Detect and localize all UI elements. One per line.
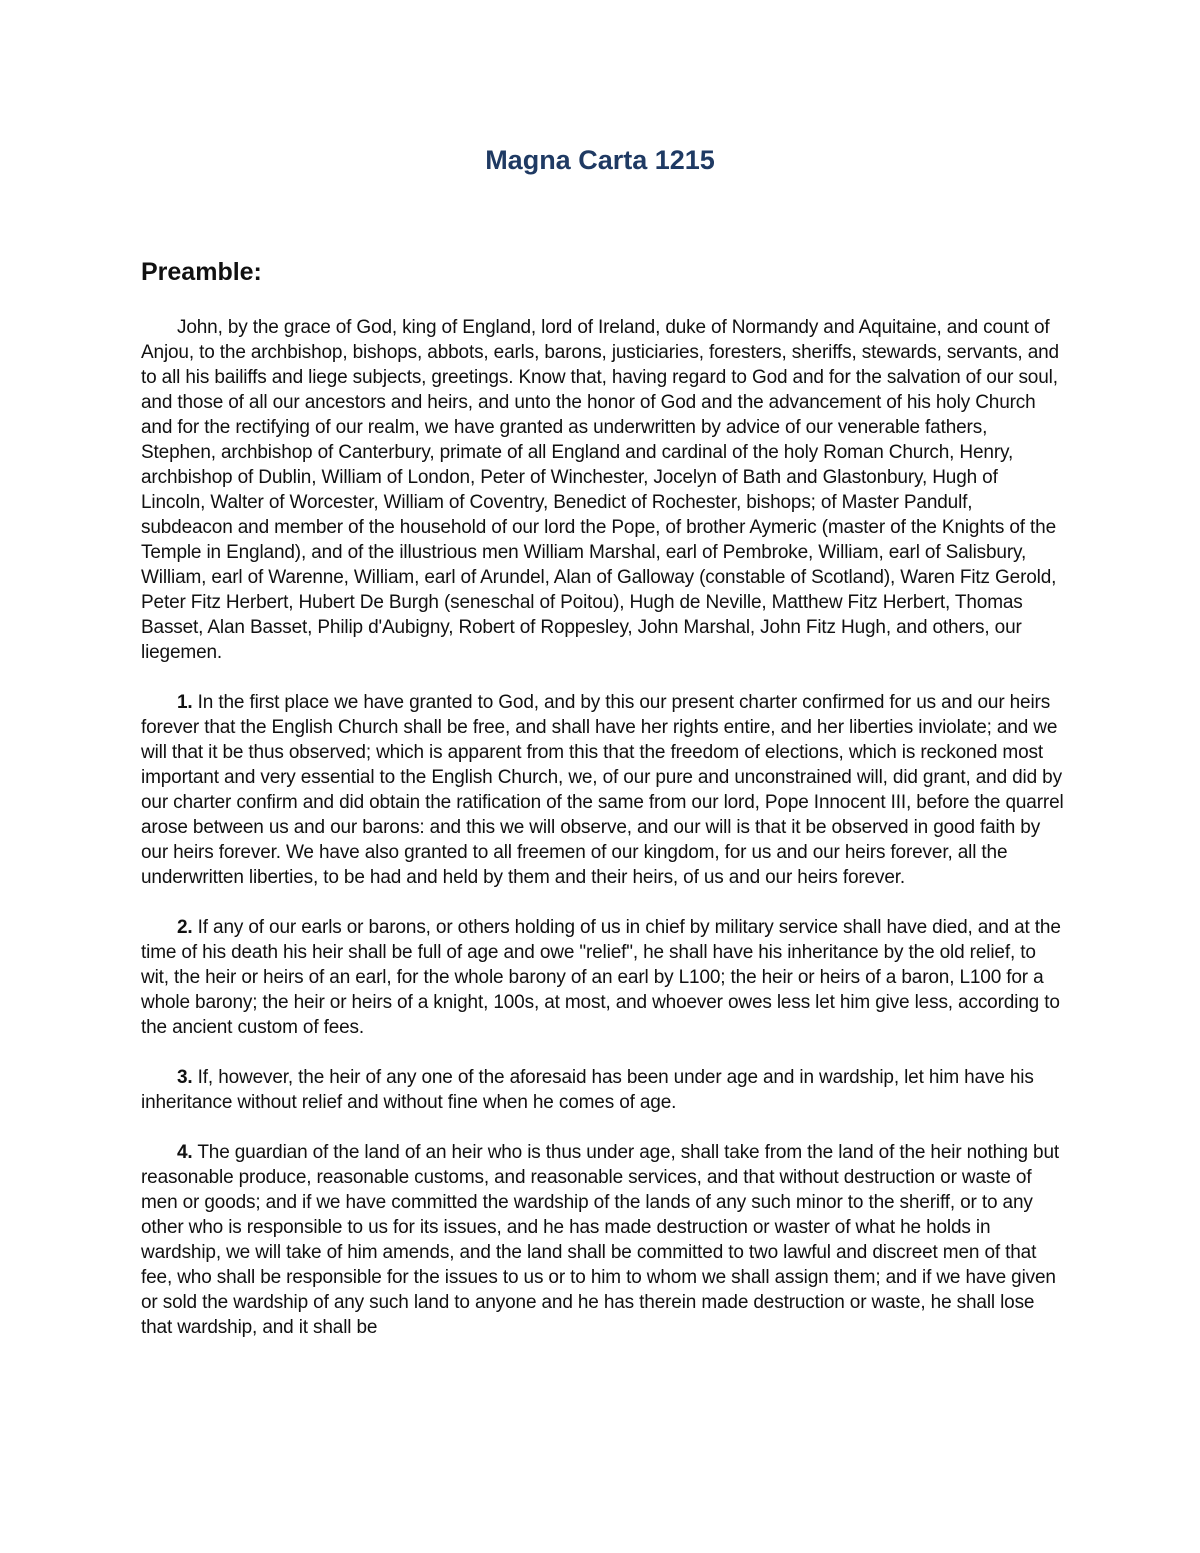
- clause-4: [141, 1140, 1066, 1340]
- clause-number: 4.: [177, 1142, 193, 1163]
- clause-number: 2.: [177, 917, 193, 938]
- clause-text: If, however, the heir of any one of the aforesaid has been under age and in wardship, let him have his inheritance without relief and without fine when he comes of age.: [141, 1067, 1034, 1113]
- clause-2: [141, 915, 1066, 1040]
- paragraph-text: John, by the grace of God, king of England, lord of Ireland, duke of Normandy and Aquitaine, and count of Anjou, to the archbishop, bishops, abbots, earls, barons, justiciaries, foresters, sheriffs, stewards, servants, and to all his bailiffs and liege subjects, greetings. Know that, having regard to God and for the salvation of our soul, and those of all our ancestors and heirs, and unto the honor of God and the advancement of his holy Church and for the rectifying of our realm, we have granted as underwritten by advice of our venerable fathers, Stephen, archbishop of Canterbury, primate of all England and cardinal of the holy Roman Church, Henry, archbishop of Dublin, William of London, Peter of Winchester, Jocelyn of Bath and Glastonbury, Hugh of Lincoln, Walter of Worcester, William of Coventry, Benedict of Rochester, bishops; of Master Pandulf, subdeacon and member of the household of our lord the Pope, of brother Aymeric (master of the Knights of the Temple in England), and of the illustrious men William Marshal, earl of Pembroke, William, earl of Salisbury, William, earl of Warenne, William, earl of Arundel, Alan of Galloway (constable of Scotland), Waren Fitz Gerold, Peter Fitz Herbert, Hubert De Burgh (seneschal of Poitou), Hugh de Neville, Matthew Fitz Herbert, Thomas Basset, Alan Basset, Philip d'Aubigny, Robert of Roppesley, John Marshal, John Fitz Hugh, and others, our liegemen.: [141, 317, 1059, 663]
- clause-3: [141, 1065, 1066, 1115]
- clause-text: If any of our earls or barons, or others holding of us in chief by military service shall have died, and at the time of his death his heir shall be full of age and owe "relief", he shall have his inheritance by the old relief, to wit, the heir or heirs of an earl, for the whole barony of an earl by L100; the heir or heirs of a baron, L100 for a whole barony; the heir or heirs of a knight, 100s, at most, and whoever owes less let him give less, according to the ancient custom of fees.: [141, 917, 1061, 1038]
- clause-1: [141, 690, 1066, 890]
- clause-text: The guardian of the land of an heir who is thus under age, shall take from the land of the heir nothing but reasonable produce, reasonable customs, and reasonable services, and that without destruction or waste of men or goods; and if we have committed the wardship of the lands of any such minor to the sheriff, or to any other who is responsible to us for its issues, and he has made destruction or waster of what he holds in wardship, we will take of him amends, and the land shall be committed to two lawful and discreet men of that fee, who shall be responsible for the issues to us or to him to whom we shall assign them; and if we have given or sold the wardship of any such land to anyone and he has therein made destruction or waste, he shall lose that wardship, and it shall be: [141, 1142, 1060, 1338]
- preamble-heading: Preamble:: [141, 258, 262, 286]
- preamble-paragraph: [141, 315, 1066, 665]
- document-body: [141, 315, 1066, 1365]
- clause-text: In the first place we have granted to God, and by this our present charter confirmed for us and our heirs forever that the English Church shall be free, and shall have her rights entire, and her liberties inviolate; and we will that it be thus observed; which is apparent from this that the freedom of elections, which is reckoned most important and very essential to the English Church, we, of our pure and unconstrained will, did grant, and did by our charter confirm and did obtain the ratification of the same from our lord, Pope Innocent III, before the quarrel arose between us and our barons: and this we will observe, and our will is that it be observed in good faith by our heirs forever. We have also granted to all freemen of our kingdom, for us and our heirs forever, all the underwritten liberties, to be had and held by them and their heirs, of us and our heirs forever.: [141, 692, 1064, 888]
- clause-number: 3.: [177, 1067, 193, 1088]
- document-title: Magna Carta 1215: [485, 145, 715, 175]
- clause-number: 1.: [177, 692, 193, 713]
